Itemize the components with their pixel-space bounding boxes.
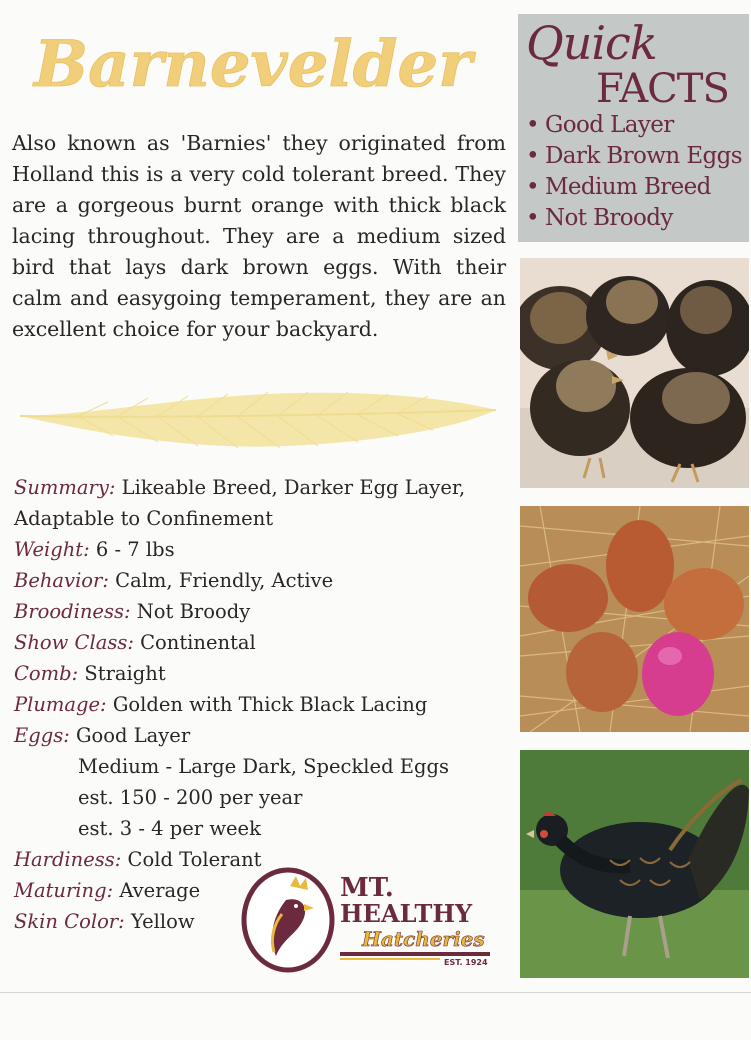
- detail-summary: Summary: Likeable Breed, Darker Egg Layer,: [14, 476, 466, 499]
- logo-est: EST. 1924: [444, 958, 488, 967]
- logo-line1: MT.: [340, 873, 394, 903]
- detail-show-class: Show Class: Continental: [14, 631, 256, 654]
- quick-facts-heading-facts: FACTS: [596, 66, 729, 112]
- detail-eggs-year: est. 150 - 200 per year: [78, 786, 303, 809]
- detail-behavior: Behavior: Calm, Friendly, Active: [14, 569, 334, 592]
- quick-fact-item: • Medium Breed: [526, 174, 711, 200]
- detail-eggs-size: Medium - Large Dark, Speckled Eggs: [78, 755, 449, 778]
- quick-facts-heading-quick: Quick: [526, 16, 657, 70]
- quick-facts-box: [518, 14, 749, 242]
- quick-fact-item: • Good Layer: [526, 112, 674, 138]
- quick-fact-item: • Dark Brown Eggs: [526, 143, 742, 169]
- intro-paragraph: Also known as 'Barnies' they originated from Holland this is a very cold tolerant breed. They are a gorgeous burnt orange with thick black lacing throughout. They are a medium sized bird that lays dark brown eggs. With their calm and easygoing temperament, they are an excellent choice for your backyard.: [12, 131, 506, 341]
- detail-plumage: Plumage: Golden with Thick Black Lacing: [14, 693, 428, 716]
- quick-facts-list: [526, 110, 742, 234]
- feather-illustration: [18, 376, 498, 466]
- detail-eggs-week: est. 3 - 4 per week: [78, 817, 261, 840]
- page-divider: [0, 992, 751, 993]
- bullet-icon: •: [526, 174, 539, 200]
- hen-photo: [520, 750, 749, 978]
- chicks-photo: [520, 258, 749, 488]
- detail-skin-color: Skin Color: Yellow: [14, 910, 195, 933]
- detail-eggs: Eggs: Good Layer: [14, 724, 191, 747]
- logo-line2: HEALTHY: [340, 899, 473, 928]
- bullet-icon: •: [526, 112, 539, 138]
- quick-fact-item: • Not Broody: [526, 205, 673, 231]
- detail-weight: Weight: 6 - 7 lbs: [14, 538, 175, 561]
- detail-summary-cont: Adaptable to Confinement: [14, 507, 274, 530]
- detail-comb: Comb: Straight: [14, 662, 166, 685]
- eggs-photo: [520, 506, 749, 732]
- bullet-icon: •: [526, 205, 539, 231]
- detail-maturing: Maturing: Average: [14, 879, 201, 902]
- bullet-icon: •: [526, 143, 539, 169]
- detail-broodiness: Broodiness: Not Broody: [14, 600, 251, 623]
- page-title: [28, 18, 498, 108]
- hatchery-logo: [240, 866, 496, 974]
- detail-hardiness: Hardiness: Cold Tolerant: [14, 848, 262, 871]
- page-title-text: Barnevelder: [34, 27, 472, 102]
- logo-line3: Hatcheries: [362, 927, 485, 951]
